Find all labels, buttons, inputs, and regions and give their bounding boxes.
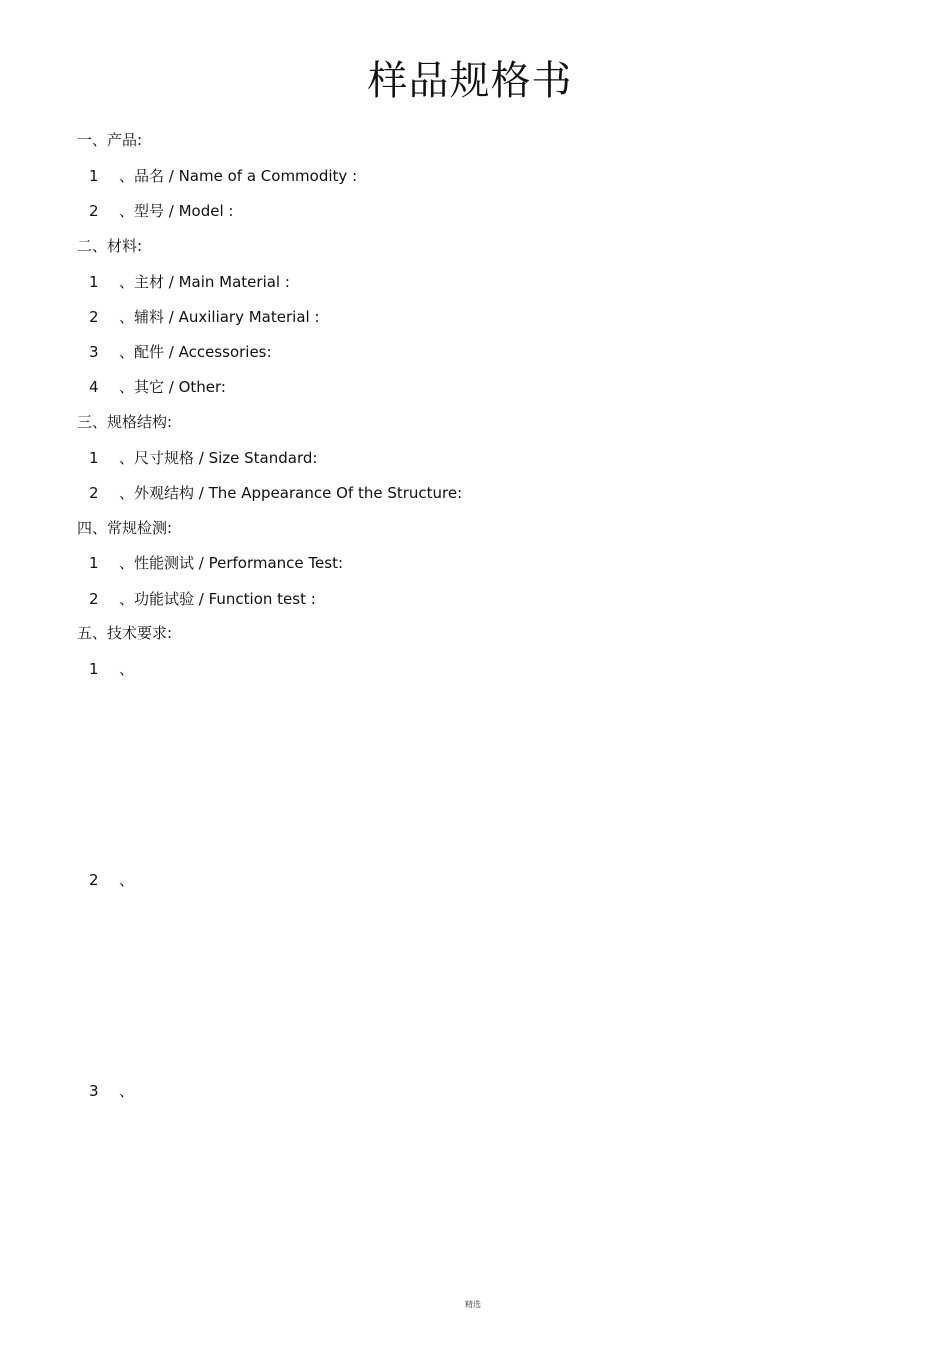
item-number: 1 — [89, 660, 99, 678]
page-footer: 精选 — [465, 1300, 481, 1309]
item-text-size-standard: 、尺寸规格 / Size Standard: — [119, 449, 318, 467]
section-heading-routine-inspection: 四、常规检测: — [77, 519, 173, 537]
item-text-requirement-2: 、 — [119, 871, 135, 889]
section-heading-spec-structure: 三、规格结构: — [77, 413, 173, 431]
document-title: 样品规格书 — [367, 58, 573, 104]
item-text-requirement-3: 、 — [119, 1082, 135, 1100]
section-heading-product: 一、产品: — [77, 131, 143, 149]
item-text-accessories: 、配件 / Accessories: — [119, 343, 272, 361]
item-text-model: 、型号 / Model : — [119, 202, 234, 220]
item-number: 2 — [89, 308, 99, 326]
item-number: 1 — [89, 167, 99, 185]
item-number: 2 — [89, 484, 99, 502]
section-heading-technical-requirements: 五、技术要求: — [77, 624, 173, 642]
item-number: 1 — [89, 554, 99, 572]
item-number: 4 — [89, 378, 99, 396]
item-text-main-material: 、主材 / Main Material : — [119, 273, 290, 291]
item-number: 3 — [89, 1082, 99, 1100]
item-text-requirement-1: 、 — [119, 660, 135, 678]
item-text-commodity-name: 、品名 / Name of a Commodity : — [119, 167, 358, 185]
item-text-function-test: 、功能试验 / Function test : — [119, 590, 316, 608]
item-number: 1 — [89, 273, 99, 291]
item-number: 2 — [89, 871, 99, 889]
item-text-other: 、其它 / Other: — [119, 378, 226, 396]
item-number: 1 — [89, 449, 99, 467]
item-number: 2 — [89, 590, 99, 608]
section-heading-material: 二、材料: — [77, 237, 143, 255]
item-text-appearance-structure: 、外观结构 / The Appearance Of the Structure: — [119, 484, 463, 502]
item-number: 3 — [89, 343, 99, 361]
item-number: 2 — [89, 202, 99, 220]
item-text-auxiliary-material: 、辅料 / Auxiliary Material : — [119, 308, 320, 326]
item-text-performance-test: 、性能测试 / Performance Test: — [119, 554, 344, 572]
